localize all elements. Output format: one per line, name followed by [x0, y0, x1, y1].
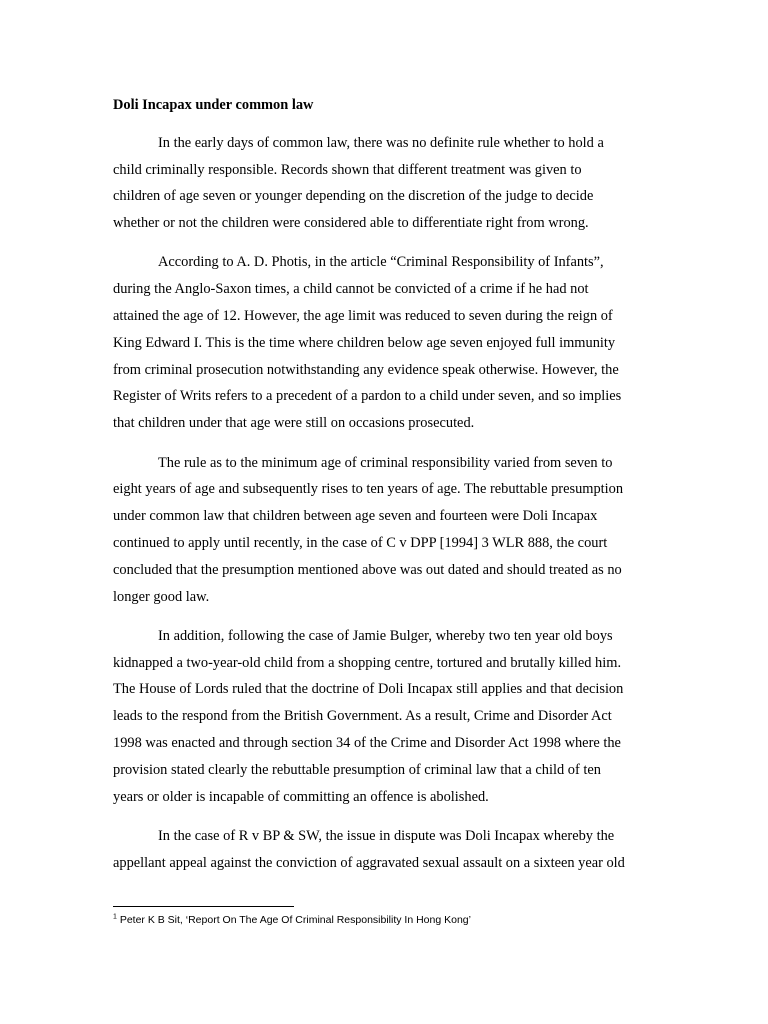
- paragraph-line: In the early days of common law, there was no definite rule whether to hold a: [158, 134, 604, 151]
- paragraph-line: under common law that children between age seven and fourteen were Doli Incapax: [113, 508, 598, 525]
- paragraph-line: during the Anglo-Saxon times, a child cannot be convicted of a crime if he had not: [113, 281, 589, 298]
- paragraph-line: Register of Writs refers to a precedent of a pardon to a child under seven, and so implies: [113, 388, 622, 405]
- paragraph: [113, 623, 658, 811]
- paragraph: [113, 450, 658, 611]
- footnote: [113, 913, 471, 927]
- paragraph-line: The House of Lords ruled that the doctrine of Doli Incapax still applies and that decision: [113, 681, 624, 698]
- paragraph-line: years or older is incapable of committing an offence is abolished.: [113, 788, 489, 805]
- footnote-separator: [113, 906, 294, 907]
- paragraph-line: leads to the respond from the British Government. As a result, Crime and Disorder Act: [113, 708, 612, 725]
- paragraph-line: The rule as to the minimum age of criminal responsibility varied from seven to: [158, 454, 613, 471]
- paragraph-line: King Edward I. This is the time where children below age seven enjoyed full immunity: [113, 334, 616, 351]
- paragraph: [113, 130, 658, 237]
- document-body: [113, 92, 658, 889]
- paragraph-line: longer good law.: [113, 588, 210, 605]
- paragraph-line: kidnapped a two-year-old child from a shopping centre, tortured and brutally killed him.: [113, 654, 622, 671]
- section-heading: Doli Incapax under common law: [113, 97, 314, 113]
- footnote-number: 1: [113, 913, 117, 921]
- paragraph-line: attained the age of 12. However, the age limit was reduced to seven during the reign of: [113, 308, 613, 325]
- paragraph-line: concluded that the presumption mentioned above was out dated and should treated as no: [113, 561, 622, 578]
- paragraph-line: child criminally responsible. Records shown that different treatment was given to: [113, 161, 582, 178]
- paragraph-line: provision stated clearly the rebuttable presumption of criminal law that a child of ten: [113, 761, 601, 778]
- paragraph-line: In addition, following the case of Jamie Bulger, whereby two ten year old boys: [158, 627, 613, 644]
- paragraph-line: According to A. D. Photis, in the article “Criminal Responsibility of Infants”,: [158, 254, 604, 271]
- paragraph-line: whether or not the children were considered able to differentiate right from wrong.: [113, 215, 589, 232]
- paragraph-line: In the case of R v BP & SW, the issue in dispute was Doli Incapax whereby the: [158, 827, 615, 844]
- paragraph-line: 1998 was enacted and through section 34 of the Crime and Disorder Act 1998 where the: [113, 735, 621, 752]
- paragraph-line: continued to apply until recently, in the case of C v DPP [1994] 3 WLR 888, the court: [113, 534, 608, 551]
- paragraph: [113, 823, 658, 877]
- paragraph-line: that children under that age were still on occasions prosecuted.: [113, 415, 475, 432]
- paragraph: [113, 249, 658, 437]
- paragraph-line: from criminal prosecution notwithstanding any evidence speak otherwise. However, the: [113, 361, 619, 378]
- paragraph-line: appellant appeal against the conviction of aggravated sexual assault on a sixteen year old: [113, 854, 625, 871]
- paragraph-line: eight years of age and subsequently rises to ten years of age. The rebuttable presumption: [113, 481, 624, 498]
- footnote-text: Peter K B Sit, ‘Report On The Age Of Criminal Responsibility In Hong Kong’: [119, 914, 471, 926]
- paragraphs: [113, 130, 658, 877]
- paragraph-line: children of age seven or younger depending on the discretion of the judge to decide: [113, 188, 594, 205]
